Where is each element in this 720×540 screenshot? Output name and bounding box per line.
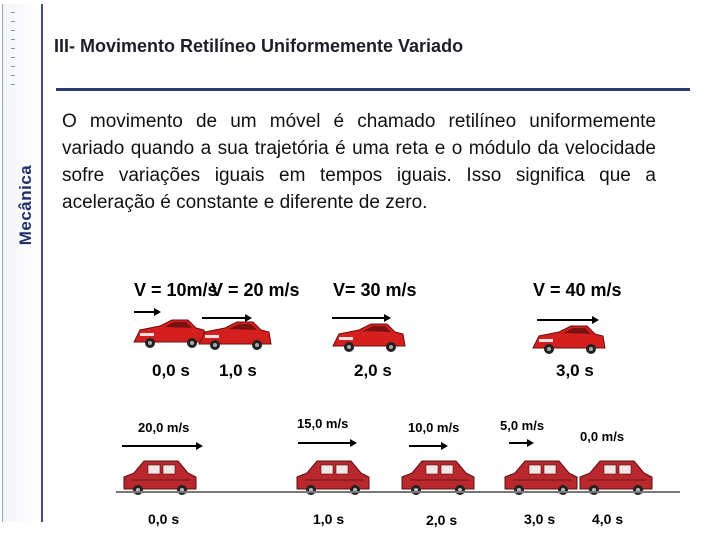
bottom-time-label-0: 0,0 s [148, 511, 180, 527]
bottom-speed-label-2: 10,0 m/s [408, 420, 460, 435]
top-time-label-3: 3,0 s [556, 361, 594, 380]
bottom-time-label-4: 4,0 s [592, 511, 624, 527]
top-speed-label-1: V = 20 m/s [211, 280, 300, 300]
bottom-time-label-3: 3,0 s [524, 511, 556, 527]
body-paragraph: O movimento de um móvel é chamado retilíneo uniformemente variado quando a sua trajetória é uma reta e o módulo da velocidade sofre variações iguais em tempos iguais. Isso significa que a aceleração é constante e diferente de zero. [62, 111, 656, 213]
sedan-icon [580, 461, 652, 495]
bottom-speed-label-3: 5,0 m/s [500, 418, 545, 433]
bottom-speed-label-0: 20,0 m/s [138, 420, 190, 435]
bottom-speed-label-1: 15,0 m/s [297, 416, 349, 431]
sidebar-label: Mecânica [16, 164, 35, 246]
top-speed-label-3: V = 40 m/s [533, 280, 622, 300]
sedan-icon [297, 461, 369, 495]
top-time-label-2: 2,0 s [354, 361, 392, 380]
top-speed-label-0: V = 10m/s [134, 280, 218, 300]
bottom-speed-label-4: 0,0 m/s [580, 429, 625, 444]
sedan-icon [402, 461, 474, 495]
top-time-label-1: 1,0 s [219, 361, 257, 380]
page-title: III- Movimento Retilíneo Uniformemente Variado [54, 36, 464, 56]
sports-car-icon [333, 324, 405, 352]
top-speed-label-2: V= 30 m/s [333, 280, 417, 300]
sports-car-icon [134, 320, 206, 348]
bottom-time-label-2: 2,0 s [426, 512, 458, 528]
sports-car-icon [199, 322, 271, 350]
sedan-icon [505, 461, 577, 495]
velocity-arrow-icon [509, 439, 534, 447]
velocity-arrow-icon [122, 442, 203, 450]
velocity-arrow-icon [298, 439, 357, 447]
sedan-icon [124, 461, 196, 495]
sports-car-icon [533, 326, 605, 354]
velocity-arrow-icon [202, 314, 252, 322]
top-time-label-0: 0,0 s [152, 361, 190, 380]
velocity-arrow-icon [537, 316, 599, 324]
bottom-time-label-1: 1,0 s [313, 511, 345, 527]
velocity-arrow-icon [332, 314, 391, 322]
velocity-arrow-icon [409, 442, 448, 450]
velocity-arrow-icon [134, 308, 161, 316]
